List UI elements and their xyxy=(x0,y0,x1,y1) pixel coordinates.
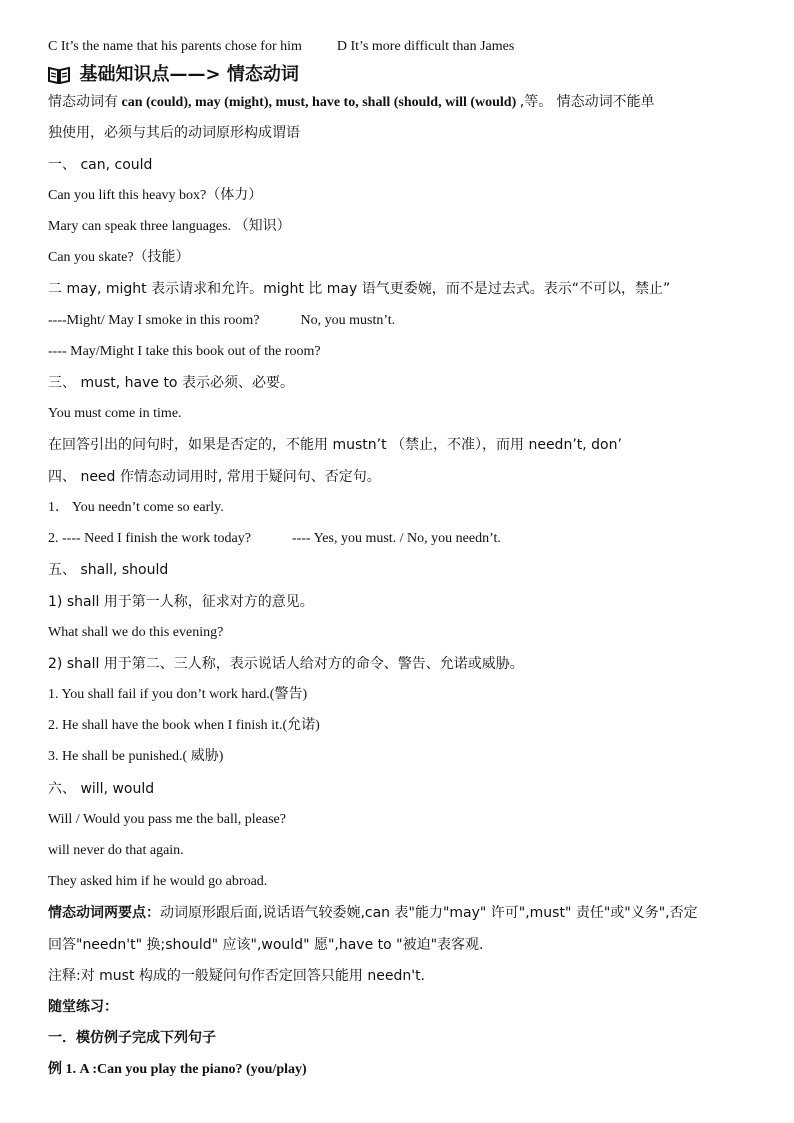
example-line: 2. He shall have the book when I finish it.(允诺) xyxy=(48,718,320,733)
heading-must-have-to: 三、 must, have to 表示必须、必要。 xyxy=(48,375,294,391)
open-book-icon xyxy=(48,66,70,94)
heading-will-would: 六、 will, would xyxy=(48,781,155,797)
example-line: ---- May/Might I take this book out of the room? xyxy=(48,344,321,359)
subheading: 1) shall 用于第一人称，征求对方的意见。 xyxy=(48,594,314,610)
intro-line-2: 独使用，必须与其后的动词原形构成谓语 xyxy=(48,125,300,141)
page-title: 基础知识点——> 情态动词 xyxy=(79,64,299,85)
key-points-line-1: 情态动词两要点：动词原形跟后面,说话语气较委婉,can 表"能力"may" 许可",must" 责任"或"义务",否定 xyxy=(48,905,698,921)
example-line: ----Might/ May I smoke in this room? No, you mustn’t. xyxy=(48,313,396,328)
heading-may-might: 二 may, might 表示请求和允许。might 比 may 语气更委婉，而不是过去式。表示“不可以，禁止” xyxy=(48,281,671,297)
example-line: They asked him if he would go abroad. xyxy=(48,874,268,889)
example-line: Will / Would you pass me the ball, please? xyxy=(48,812,286,827)
example-line: What shall we do this evening? xyxy=(48,625,224,640)
example-line: Can you skate?（技能） xyxy=(48,250,190,265)
example-line: 1. You shall fail if you don’t work hard.(警告) xyxy=(48,687,308,702)
option-c: C It’s the name that his parents chose for him xyxy=(48,39,302,54)
heading-can-could: 一、 can, could xyxy=(48,157,153,173)
practice-heading: 随堂练习： xyxy=(48,999,118,1015)
example-1: 例 1. A :Can you play the piano? (you/play) xyxy=(48,1062,307,1077)
intro-line-1: 情态动词有 can (could), may (might), must, have to, shall (should, will (would) ,等。 情态动词不能单 xyxy=(48,94,655,110)
note-line: 注释:对 must 构成的一般疑问句作否定回答只能用 needn't. xyxy=(48,968,426,984)
option-d: D It’s more difficult than James xyxy=(336,39,515,54)
note-line: 在回答引出的问句时，如果是否定的，不能用 mustn’t （禁止，不准），而用 needn’t, don’ xyxy=(48,437,622,453)
example-line: 1． You needn’t come so early. xyxy=(48,500,224,515)
key-points-line-2: 回答"needn't" 换;should" 应该",would" 愿",have to "被迫"表客观. xyxy=(48,937,484,953)
example-line: 2. ---- Need I finish the work today? ---- Yes, you must. / No, you needn’t. xyxy=(48,531,501,546)
example-line: will never do that again. xyxy=(48,843,184,858)
exercise-heading: 一．模仿例子完成下列句子 xyxy=(48,1030,216,1046)
example-line: You must come in time. xyxy=(48,406,182,421)
heading-shall-should: 五、 shall, should xyxy=(48,562,169,578)
option-line xyxy=(48,37,514,57)
example-line: Mary can speak three languages. （知识） xyxy=(48,219,291,234)
subheading: 2) shall 用于第二、三人称，表示说话人给对方的命令、警告、允诺或威胁。 xyxy=(48,656,524,672)
section-title xyxy=(48,62,299,94)
example-line: Can you lift this heavy box?（体力） xyxy=(48,188,263,203)
example-line: 3. He shall be punished.( 威胁) xyxy=(48,749,224,764)
heading-need: 四、 need 作情态动词用时, 常用于疑问句、否定句。 xyxy=(48,469,381,485)
